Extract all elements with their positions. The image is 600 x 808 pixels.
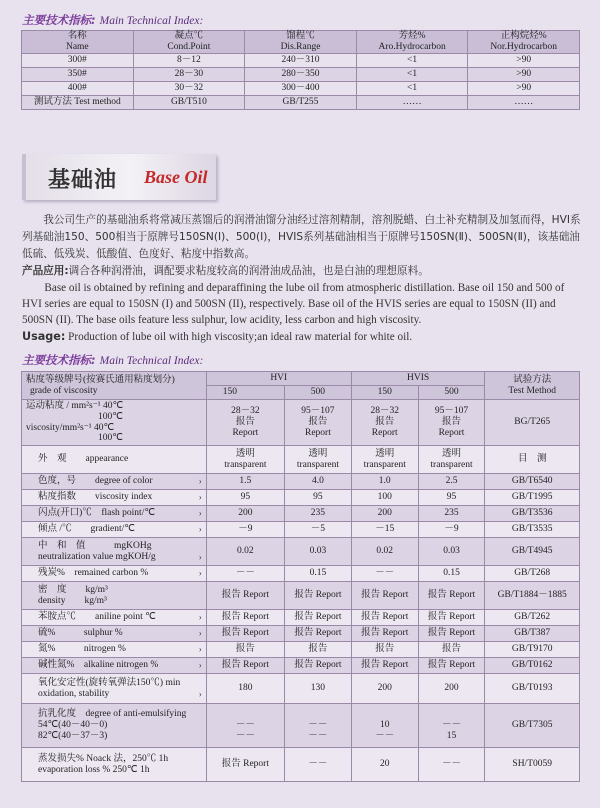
cell: 报告 Report — [351, 582, 418, 610]
cell: 0.02 — [351, 538, 418, 566]
header-cond-point: 凝点℃ Cond.Point — [133, 31, 245, 54]
table-row — [22, 658, 580, 674]
base-oil-banner — [22, 154, 216, 200]
row-label: 倾点 /℃ gradient/℃ › — [22, 522, 207, 538]
cell: 报告 — [206, 642, 284, 658]
cell: GB/T9170 — [485, 642, 580, 658]
tech-index-table-1 — [21, 30, 580, 110]
cell: －－ — [206, 566, 284, 582]
cell: 180 — [206, 674, 284, 704]
section-title-1: 主要技术指标: Main Technical Index: — [22, 13, 204, 27]
cell: 报告 Report — [285, 610, 352, 626]
header-name: 名称 Name — [22, 31, 134, 54]
cell: 报告 Report — [418, 610, 485, 626]
cell: 235 — [285, 506, 352, 522]
cell: 测试方法 Test method — [22, 95, 134, 109]
cell: >90 — [468, 53, 580, 67]
cell: 235 — [418, 506, 485, 522]
cell: 400# — [22, 81, 134, 95]
cell: 240－310 — [245, 53, 357, 67]
cell: <1 — [356, 53, 468, 67]
table-row — [22, 522, 580, 538]
cell: GB/T1995 — [485, 490, 580, 506]
table-row — [22, 67, 580, 81]
cell: 95 — [206, 490, 284, 506]
hvi-header: HVI — [206, 372, 351, 386]
cell: GB/T7305 — [485, 704, 580, 748]
cell: 0.15 — [285, 566, 352, 582]
cell: －－ — [418, 748, 485, 782]
cell: BG/T265 — [485, 400, 580, 446]
grade-label: 粘度等级牌号(按赛氏通用粘度划分) grade of viscosity — [22, 372, 207, 400]
cell: 28－32 报告 Report — [351, 400, 418, 446]
table-row — [22, 582, 580, 610]
banner-title-en: Base Oil — [144, 167, 208, 187]
usage-en: Usage: Production of lube oil with high viscosity;an ideal raw material for white oil. — [22, 330, 413, 343]
table-row — [22, 610, 580, 626]
cell: 0.03 — [285, 538, 352, 566]
row-label: 密 度 kg/m³ density kg/m³ — [22, 582, 207, 610]
grade-cell: 150 — [351, 386, 418, 400]
hvis-header: HVIS — [351, 372, 485, 386]
row-label: 粘度指数 viscosity index › — [22, 490, 207, 506]
cell: >90 — [468, 81, 580, 95]
table-row — [22, 446, 580, 474]
grade-cell: 150 — [206, 386, 284, 400]
table-row — [22, 704, 580, 748]
cell: 95 — [418, 490, 485, 506]
cell: 报告 Report — [206, 626, 284, 642]
cell: 300－400 — [245, 81, 357, 95]
cell: 报告 Report — [351, 610, 418, 626]
viscosity-label: 运动粘度 / mm²s⁻¹ 40℃ 100℃ viscosity/mm²s⁻¹ 40℃ 100℃ — [22, 400, 207, 446]
header-nor: 正构烷烃% Nor.Hydrocarbon — [468, 31, 580, 54]
cell: －15 — [351, 522, 418, 538]
cell: 透明 transparent — [351, 446, 418, 474]
cell: 报告 Report — [418, 582, 485, 610]
cell: 200 — [418, 674, 485, 704]
cell: GB/T3536 — [485, 506, 580, 522]
grade-cell: 500 — [418, 386, 485, 400]
cell: 95 — [285, 490, 352, 506]
cell: 200 — [351, 674, 418, 704]
table-row — [22, 748, 580, 782]
row-label: 蒸发损失% Noack 法，250℃ 1h evaporation loss % 250℃ 1h — [22, 748, 207, 782]
cell: －－ — [285, 748, 352, 782]
grade-cell: 500 — [285, 386, 352, 400]
cell: 30－32 — [133, 81, 245, 95]
method-header: 试验方法 Test Method — [485, 372, 580, 400]
cell: GB/T510 — [133, 95, 245, 109]
table-row — [22, 81, 580, 95]
cell: GB/T0193 — [485, 674, 580, 704]
cell: 报告 Report — [206, 748, 284, 782]
cell: 报告 — [418, 642, 485, 658]
cell: 8－12 — [133, 53, 245, 67]
row-label: 抗乳化度 degree of anti-emulsifying 54℃(40－40－0) 82℃(40－37－3) — [22, 704, 207, 748]
row-label: 苯胺点℃ aniline point ℃ › — [22, 610, 207, 626]
cell: 0.02 — [206, 538, 284, 566]
cell: 报告 Report — [206, 658, 284, 674]
cell: －5 — [285, 522, 352, 538]
cell: <1 — [356, 67, 468, 81]
header-aro: 芳烃% Aro.Hydrocarbon — [356, 31, 468, 54]
cell: GB/T255 — [245, 95, 357, 109]
section-title-2: 主要技术指标: Main Technical Index: — [22, 353, 204, 367]
table-row — [22, 474, 580, 490]
row-label: 硫% sulphur % › — [22, 626, 207, 642]
row-label: 碱性氮% alkaline nitrogen % › — [22, 658, 207, 674]
cell: 95－107 报告 Report — [418, 400, 485, 446]
cell: …… — [356, 95, 468, 109]
cell: 300# — [22, 53, 134, 67]
cell: 28－30 — [133, 67, 245, 81]
header-dis-range: 馏程℃ Dis.Range — [245, 31, 357, 54]
cell: 100 — [351, 490, 418, 506]
cell: 报告 Report — [351, 658, 418, 674]
cell: 报告 Report — [418, 626, 485, 642]
cell: GB/T0162 — [485, 658, 580, 674]
table-row — [22, 490, 580, 506]
cell: GB/T1884－1885 — [485, 582, 580, 610]
cell: 报告 Report — [206, 610, 284, 626]
cell: －9 — [418, 522, 485, 538]
row-label: 残炭% remained carbon % › — [22, 566, 207, 582]
cell: 报告 Report — [285, 582, 352, 610]
cell: 报告 — [285, 642, 352, 658]
cell: GB/T4945 — [485, 538, 580, 566]
cell: 350# — [22, 67, 134, 81]
table-row — [22, 538, 580, 566]
cell: 透明 transparent — [206, 446, 284, 474]
cell: 28－32 报告 Report — [206, 400, 284, 446]
cell: －－ — [351, 566, 418, 582]
table-row — [22, 506, 580, 522]
cell: GB/T262 — [485, 610, 580, 626]
cell: 200 — [351, 506, 418, 522]
intro-zh: 我公司生产的基础油系将常减压蒸馏后的润滑油馏分油经过溶剂精制，溶剂脱蜡、白土补充精制及加氢而得，HVI系列基础油150、500相当于原牌号150SN(Ⅰ)、500(Ⅰ)，HVIS系列基础油相当于原牌号150SN(Ⅱ)、500SN(Ⅱ)，该基础油低硫、低残炭、低酸值、色度好、粘度中指数高。 — [22, 214, 581, 260]
cell: 0.15 — [418, 566, 485, 582]
cell: 1.0 — [351, 474, 418, 490]
cell: 报告 Report — [285, 658, 352, 674]
cell: 10 －－ — [351, 704, 418, 748]
table-row — [22, 53, 580, 67]
cell: －－ －－ — [285, 704, 352, 748]
cell: 报告 — [351, 642, 418, 658]
cell: <1 — [356, 81, 468, 95]
cell: GB/T387 — [485, 626, 580, 642]
table-row — [22, 566, 580, 582]
table-row — [22, 674, 580, 704]
banner-title-zh: 基础油 — [48, 168, 118, 193]
cell: 报告 Report — [351, 626, 418, 642]
cell: －9 — [206, 522, 284, 538]
cell: 透明 transparent — [418, 446, 485, 474]
cell: －－ －－ — [206, 704, 284, 748]
row-label: 闪点(开口)℃ flash point/℃ › — [22, 506, 207, 522]
table-row — [22, 400, 580, 446]
cell: SH/T0059 — [485, 748, 580, 782]
row-label: 中 和 值 mgKOHg neutralization value mgKOH/g › — [22, 538, 207, 566]
cell: GB/T3535 — [485, 522, 580, 538]
row-label: 色度，号 degree of color › — [22, 474, 207, 490]
cell: 4.0 — [285, 474, 352, 490]
table-row — [22, 95, 580, 109]
cell: 0.03 — [418, 538, 485, 566]
cell: 报告 Report — [418, 658, 485, 674]
cell: －－ 15 — [418, 704, 485, 748]
cell: …… — [468, 95, 580, 109]
tech-index-table-2 — [21, 371, 580, 782]
cell: >90 — [468, 67, 580, 81]
cell: 1.5 — [206, 474, 284, 490]
cell: 130 — [285, 674, 352, 704]
cell: 透明 transparent — [285, 446, 352, 474]
cell: 报告 Report — [206, 582, 284, 610]
table-row — [22, 626, 580, 642]
cell: GB/T6540 — [485, 474, 580, 490]
cell: 目 测 — [485, 446, 580, 474]
cell: 报告 Report — [285, 626, 352, 642]
row-label: 氮% nitrogen % › — [22, 642, 207, 658]
cell: 2.5 — [418, 474, 485, 490]
row-label: 外 观 appearance — [22, 446, 207, 474]
cell: 280－350 — [245, 67, 357, 81]
row-label: 氧化安定性(旋转氧弹法150℃) min oxidation, stability › — [22, 674, 207, 704]
cell: 20 — [351, 748, 418, 782]
cell: 200 — [206, 506, 284, 522]
cell: 95－107 报告 Report — [285, 400, 352, 446]
intro-en: Base oil is obtained by refining and deparaffining the lube oil from atmospheric distillation. Base oil 150 and 500 of HVI series are equal to 150SN (I) and 500SN (II), respectively. Base oil of the HVIS series are equal to 150SN (II) and 500SN (II). The base oils feature less sulphur, low acidity, less carbon and high viscosity. — [22, 282, 565, 326]
table-row — [22, 642, 580, 658]
usage-zh: 产品应用:调合各种润滑油，调配要求粘度较高的润滑油成品油，也是白油的理想原料。 — [22, 265, 429, 277]
cell: GB/T268 — [485, 566, 580, 582]
